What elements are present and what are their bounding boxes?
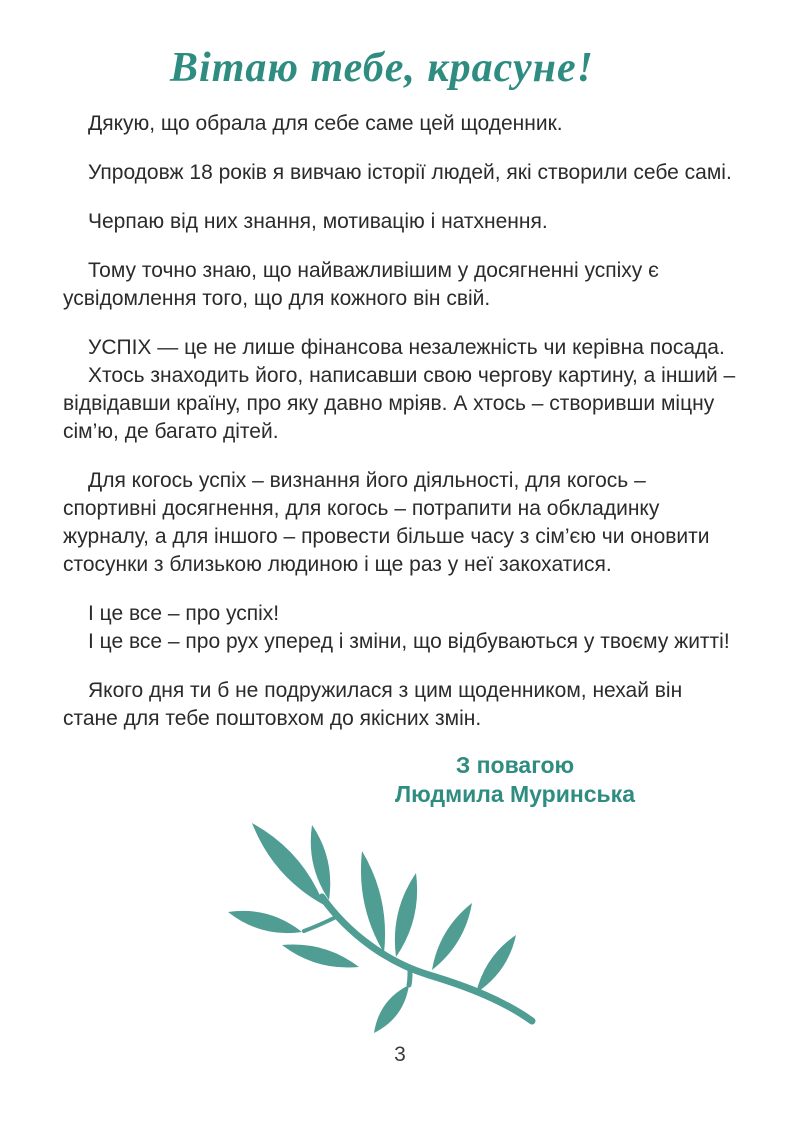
- paragraph: Хтось знаходить його, написавши свою чергову картину, а інший – відвідавши країну, про яку давно мріяв. А хтось – створивши міцну сім’ю, де багато дітей.: [63, 364, 736, 443]
- paragraph: І це все – про рух уперед і зміни, що відбуваються у твоєму житті!: [88, 630, 730, 653]
- signature-block: [230, 751, 800, 809]
- paragraph: Упродовж 18 років я вивчаю історії людей, які створили себе самі.: [88, 161, 732, 184]
- paragraph: І це все – про успіх!: [88, 602, 280, 625]
- page-number: 3: [394, 1043, 406, 1066]
- leaf-branch-illustration: [224, 805, 546, 1037]
- paragraph: Якого дня ти б не подружилася з цим щоденником, нехай він стане для тебе поштовхом до якісних змін.: [63, 679, 683, 730]
- paragraph: УСПІХ — це не лише фінансова незалежність чи керівна посада.: [88, 336, 725, 359]
- signature-line-1: З повагою: [455, 752, 575, 778]
- leaf-branch-icon: [224, 805, 546, 1037]
- paragraph: Для когось успіх – визнання його діяльності, для когось – спортивні досягнення, для когось – потрапити на обкладинку журналу, а для іншого – провести більше часу з сім’єю чи оновити стосунки з близькою людиною і ще раз у неї закохатися.: [63, 469, 710, 576]
- signature-line-2: Людмила Муринська: [395, 781, 635, 807]
- body-text: [63, 110, 739, 733]
- paragraph: Тому точно знаю, що найважливішим у досягненні успіху є усвідомлення того, що для кожного він свій.: [63, 259, 659, 310]
- paragraph: Дякую, що обрала для себе саме цей щоденник.: [88, 112, 563, 135]
- paragraph: Черпаю від них знання, мотивацію і натхнення.: [88, 210, 548, 233]
- page-title: Вітаю тебе, красуне!: [170, 45, 594, 91]
